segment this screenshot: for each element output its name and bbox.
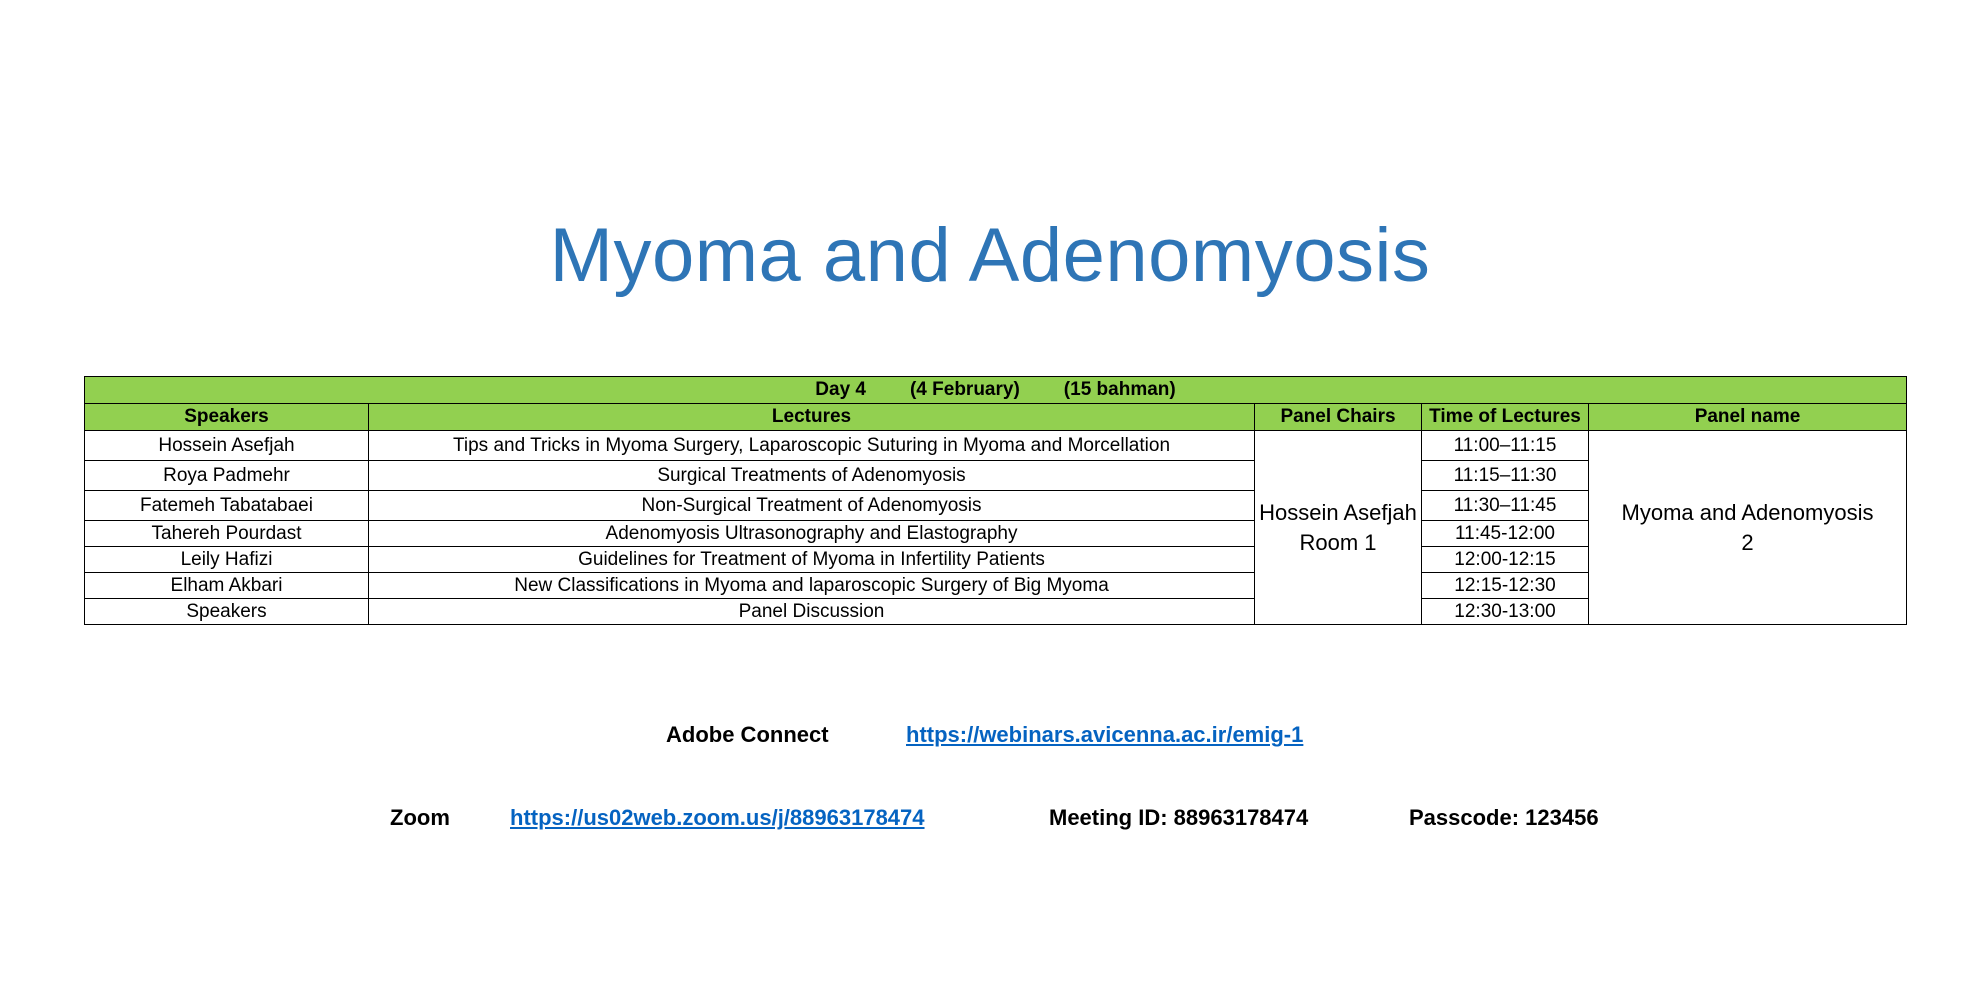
- day-label: Day 4: [815, 379, 866, 400]
- lecture-cell: Adenomyosis Ultrasonography and Elastography: [369, 521, 1255, 547]
- panel-chair-cell: [1255, 431, 1422, 625]
- day-banner: [85, 377, 1907, 404]
- adobe-connect-link[interactable]: https://webinars.avicenna.ac.ir/emig-1: [906, 722, 1304, 747]
- zoom-meeting-id: Meeting ID: 88963178474: [1049, 805, 1309, 830]
- panel-name-line1: Myoma and Adenomyosis: [1621, 499, 1874, 525]
- date-label: (4 February): [909, 379, 1020, 400]
- panel-name-line2: 2: [1741, 529, 1754, 555]
- schedule-table: [84, 376, 1907, 625]
- speaker-cell: Fatemeh Tabatabaei: [85, 491, 369, 521]
- lecture-cell: Guidelines for Treatment of Myoma in Infertility Patients: [369, 547, 1255, 573]
- speaker-cell: Roya Padmehr: [85, 461, 369, 491]
- lecture-cell: Panel Discussion: [369, 599, 1255, 625]
- header-lectures: Lectures: [369, 404, 1255, 431]
- time-cell: 12:00-12:15: [1422, 547, 1589, 573]
- speaker-cell: Tahereh Pourdast: [85, 521, 369, 547]
- lecture-cell: New Classifications in Myoma and laparoscopic Surgery of Big Myoma: [369, 573, 1255, 599]
- time-cell: 11:00–11:15: [1422, 431, 1589, 461]
- page-title: Myoma and Adenomyosis: [549, 212, 1431, 298]
- header-panel-chairs: Panel Chairs: [1255, 404, 1422, 431]
- header-panel-name: Panel name: [1589, 404, 1907, 431]
- speaker-cell: Leily Hafizi: [85, 547, 369, 573]
- time-cell: 12:30-13:00: [1422, 599, 1589, 625]
- panel-chair-name: Hossein Asefjah: [1259, 499, 1417, 525]
- panel-chair-room: Room 1: [1299, 529, 1377, 555]
- speaker-cell: Elham Akbari: [85, 573, 369, 599]
- speaker-cell: Speakers: [85, 599, 369, 625]
- lecture-cell: Surgical Treatments of Adenomyosis: [369, 461, 1255, 491]
- persian-date-label: (15 bahman): [1063, 379, 1176, 400]
- header-speakers: Speakers: [85, 404, 369, 431]
- header-time: Time of Lectures: [1422, 404, 1589, 431]
- panel-name-cell: [1589, 431, 1907, 625]
- time-cell: 12:15-12:30: [1422, 573, 1589, 599]
- lecture-cell: Non-Surgical Treatment of Adenomyosis: [369, 491, 1255, 521]
- day-banner-row: [85, 377, 1907, 404]
- speaker-cell: Hossein Asefjah: [85, 431, 369, 461]
- adobe-connect-label: Adobe Connect: [666, 722, 829, 747]
- zoom-link[interactable]: https://us02web.zoom.us/j/88963178474: [510, 805, 925, 830]
- header-row: [85, 404, 1907, 431]
- time-cell: 11:15–11:30: [1422, 461, 1589, 491]
- time-cell: 11:30–11:45: [1422, 491, 1589, 521]
- lecture-cell: Tips and Tricks in Myoma Surgery, Laparoscopic Suturing in Myoma and Morcellation: [369, 431, 1255, 461]
- zoom-passcode: Passcode: 123456: [1409, 805, 1599, 830]
- time-cell: 11:45-12:00: [1422, 521, 1589, 547]
- table-row: [85, 431, 1907, 461]
- zoom-label: Zoom: [390, 805, 450, 830]
